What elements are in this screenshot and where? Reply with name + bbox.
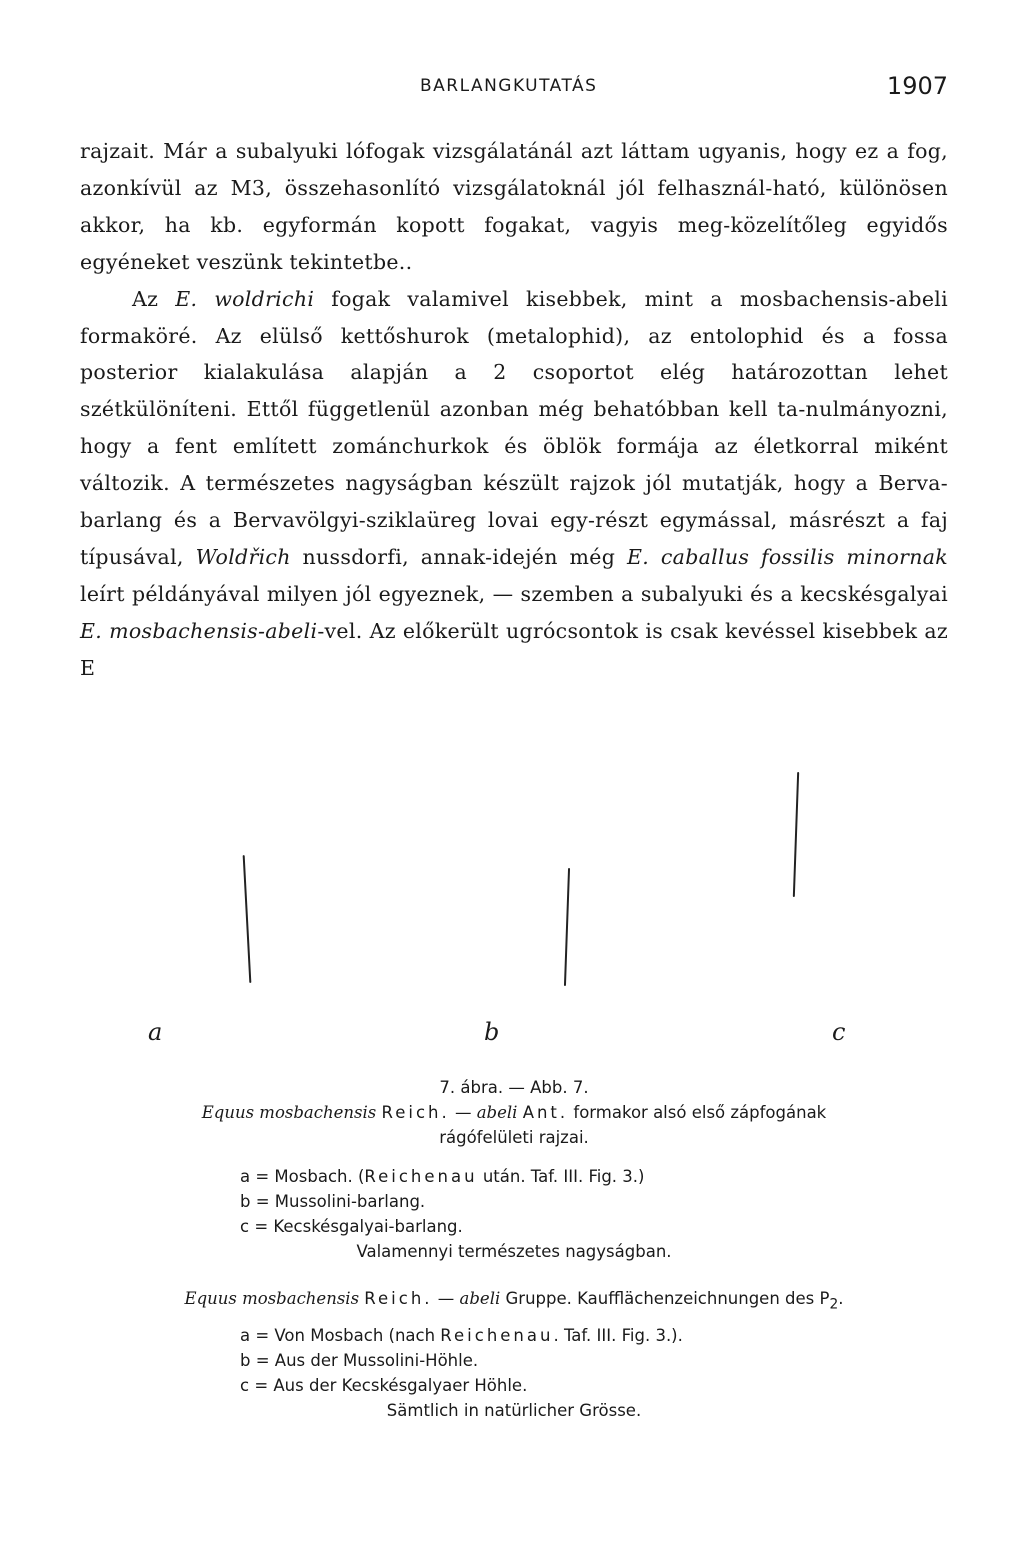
caption-de-line-1: Equus mosbachensis Reich. — abeli Gruppe. Kaufflächenzeichnungen des $P_2$. — [184, 1289, 844, 1313]
caption-hu-line-1: Equus mosbachensis Reich. — abeli Ant. formakor alsó első zápfogának — [201, 1103, 827, 1122]
figure-label-c: c — [832, 1018, 846, 1046]
page-header — [0, 72, 1024, 102]
taxon-name: E. caballus fossilis minornak — [626, 544, 948, 569]
page-number: 1907 — [886, 72, 948, 100]
taxon-name: E. mosbachensis-abeli — [80, 618, 318, 643]
figure-label-b: b — [484, 1018, 500, 1046]
caption-de-key-a: a = Von Mosbach (nach Reichenau. Taf. III. Fig. 3.). — [240, 1326, 683, 1346]
figure-number: 7. ábra. — Abb. 7. — [439, 1078, 589, 1097]
caption-hu-key-a: a = Mosbach. (Reichenau után. Taf. III. Fig. 3.) — [240, 1167, 645, 1186]
paragraph-2: Az E. woldrichi fogak valamivel kisebbek, mint a mosbachensis-abeli formaköré. Az elülső kettőshurok (metalophid), az entolophid és a fossa posterior kialakulása alapján a 2 csoportot elég határozottan lehet szétkülöníteni. Ettől függetlenül azonban még behatóbban kell ta-nulmányozni, hogy a fent említett zománchurkok és öblök formája az életkorral miként változik. A természetes nagyságban készült rajzok jól mutatják, hogy a Berva-barlang és a Bervavölgyi-sziklaüreg lovai egy-részt egymással, másrészt a faj típusával, Woldřich nussdorfi, annak-idején még E. caballus fossilis minornak leírt példányával milyen jól egyeznek, — szemben a subalyuki és a kecskésgalyai E. mosbachensis-abeli-vel. Az előkerült ugrócsontok is csak kevéssel kisebbek az E — [80, 286, 949, 680]
drawing-c-stroke — [793, 772, 799, 897]
caption-de-key-c: c = Aus der Kecskésgalyaer Höhle. — [240, 1376, 528, 1396]
taxon-name: E. woldrichi — [175, 286, 315, 311]
drawing-b-stroke — [564, 868, 570, 986]
caption-hu-natural-size: Valamennyi természetes nagyságban. — [356, 1242, 672, 1261]
body-text — [80, 133, 948, 687]
paragraph-1: rajzait. Már a subalyuki lófogak vizsgálatánál azt láttam ugyanis, hogy ez a fog, azonkívül az M3, összehasonlító vizsgálatoknál jól felhasznál-ható, különösen akkor, ha kb. egyformán kopott fogakat, vagyis meg-közelítőleg egyidős egyéneket veszünk tekintetbe.. — [80, 139, 948, 274]
caption-hu-key-b: b = Mussolini-barlang. — [240, 1192, 426, 1211]
author-name: Woldřich — [195, 544, 291, 569]
drawing-a-stroke — [243, 855, 252, 983]
caption-hu-key-c: c = Kecskésgalyai-barlang. — [240, 1217, 463, 1236]
tooth-drawings-figure — [0, 750, 1024, 1080]
caption-de-natural-size: Sämtlich in natürlicher Grösse. — [386, 1401, 642, 1421]
running-title: BARLANGKUTATÁS — [420, 76, 598, 96]
caption-de-key-b: b = Aus der Mussolini-Höhle. — [240, 1351, 479, 1371]
figure-label-a: a — [148, 1018, 163, 1046]
caption-hu-line-2: rágófelületi rajzai. — [439, 1128, 589, 1147]
figure-captions — [80, 1075, 948, 1423]
